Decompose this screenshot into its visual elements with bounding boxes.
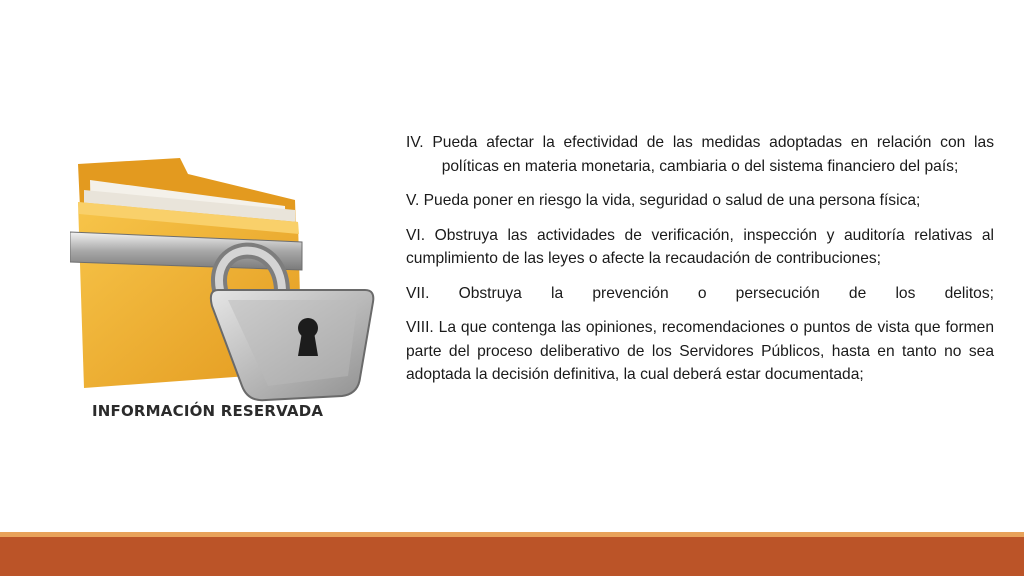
locked-folder-icon <box>70 150 380 440</box>
illustration-caption: INFORMACIÓN RESERVADA <box>92 402 324 420</box>
paragraph-v: V. Pueda poner en riesgo la vida, seguridad o salud de una persona física; <box>406 192 921 209</box>
legal-text-block <box>406 131 994 398</box>
paragraph-vi: VI. Obstruya las actividades de verificación, inspección y auditoría relativas al cumplimiento de las leyes o afecte la recaudación de contribuciones; <box>406 226 994 267</box>
footer-bar <box>0 537 1024 576</box>
paragraph-iv: IV. Pueda afectar la efectividad de las medidas adoptadas en relación con las políticas en materia monetaria, cambiaria o del sistema financiero del país; <box>406 134 994 175</box>
paragraph-vii: VII. Obstruya la prevención o persecución de los delitos; <box>406 284 994 302</box>
paragraph-viii: VIII. La que contenga las opiniones, recomendaciones o puntos de vista que formen parte del proceso deliberativo de los Servidores Públicos, hasta en tanto no sea adoptada la decisión definitiva, la cual deberá estar documentada; <box>406 319 994 383</box>
locked-folder-illustration <box>70 150 380 440</box>
